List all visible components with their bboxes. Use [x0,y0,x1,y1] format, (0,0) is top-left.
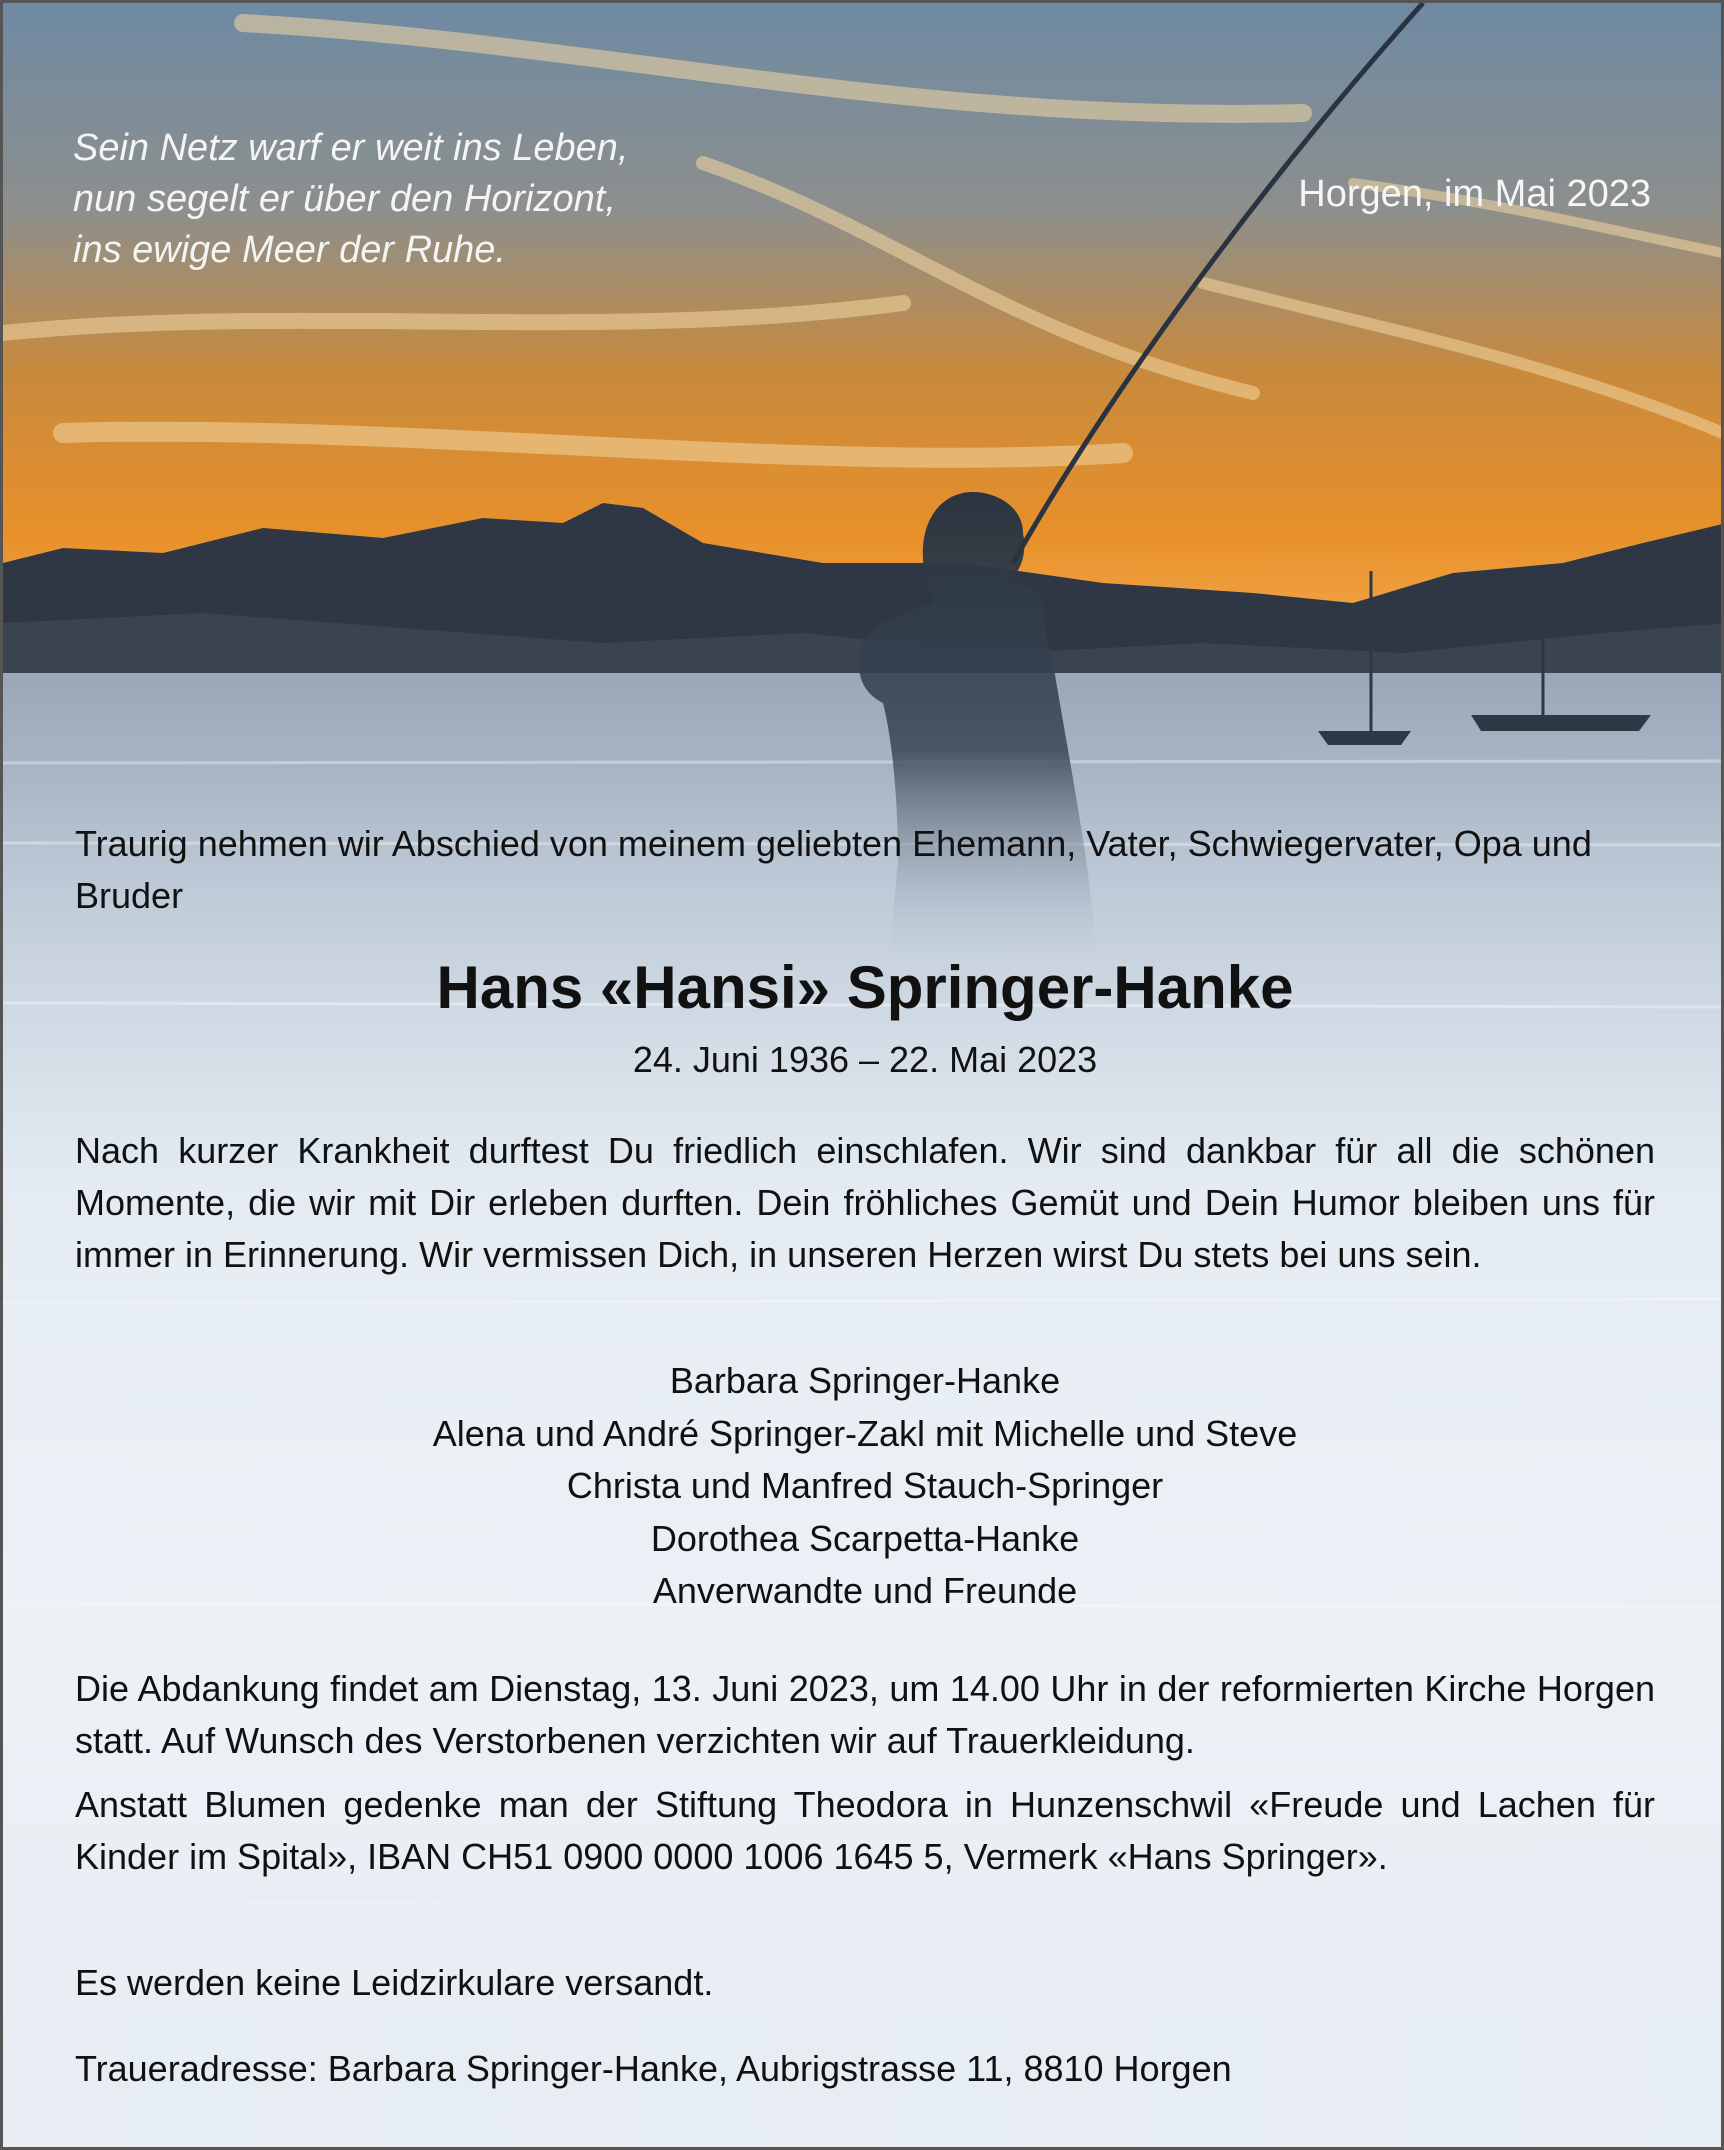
no-circulars-note: Es werden keine Leidzirkulare versandt. [75,1962,714,2003]
funeral-service-paragraph: Die Abdankung findet am Dienstag, 13. Juni 2023, um 14.00 Uhr in der reformierten Kirche Horgen statt. Auf Wunsch des Verstorbenen verzichten wir auf Trauerkleidung. [75,1668,1655,1761]
family-member: Christa und Manfred Stauch-Springer [566,1465,1164,1506]
verse-line: nun segelt er über den Horizont, [73,178,616,220]
mourning-address: Traueradresse: Barbara Springer-Hanke, Aubrigstrasse 11, 8810 Horgen [75,2048,1232,2089]
intro-text: Traurig nehmen wir Abschied von meinem geliebten Ehemann, Vater, Schwiegervater, Opa und Bruder [75,823,1592,916]
verse-line: ins ewige Meer der Ruhe. [73,229,506,271]
farewell-paragraph: Nach kurzer Krankheit durftest Du friedlich einschlafen. Wir sind dankbar für all die schönen Momente, die wir mit Dir erleben durften. Dein fröhliches Gemüt und Dein Humor bleiben uns für immer in Erinnerung. Wir vermissen Dich, in unseren Herzen wirst Du stets bei uns sein. [75,1130,1655,1275]
family-member: Alena und André Springer-Zakl mit Michelle und Steve [432,1412,1298,1454]
place-date: Horgen, im Mai 2023 [1298,173,1651,215]
life-dates: 24. Juni 1936 – 22. Mai 2023 [632,1039,1098,1080]
deceased-name: Hans «Hansi» Springer-Hanke [436,954,1294,1021]
family-list [3,1355,1724,1618]
donation-paragraph: Anstatt Blumen gedenke man der Stiftung Theodora in Hunzenschwil «Freude und Lachen für Kinder im Spital», IBAN CH51 0900 0000 1006 1645 5, Vermerk «Hans Springer». [75,1784,1655,1877]
verse-line: Sein Netz warf er weit ins Leben, [73,127,629,169]
family-member: Anverwandte und Freunde [652,1570,1078,1611]
family-member: Barbara Springer-Hanke [669,1360,1061,1401]
family-member: Dorothea Scarpetta-Hanke [650,1517,1080,1559]
memorial-verse [73,123,793,276]
